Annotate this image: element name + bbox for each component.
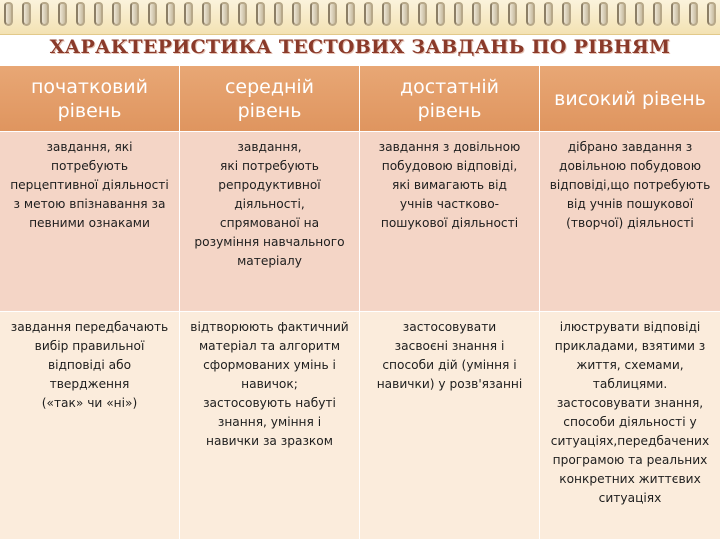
notebook-binding [0,0,720,35]
spiral-ring [22,2,31,26]
spiral-ring [112,2,121,26]
spiral-ring [544,2,553,26]
cell-text: відтворюють фактичний матеріал та алгоритм сформованих умінь і навичок; застосовують набуті знання, уміння і навички за зразком [190,320,349,448]
table-cell [0,132,180,312]
header-high-level: високий рівень [540,66,720,132]
cell-text: завдання з довільною побудовою відповіді, які вимагають від учнів частково- пошукової діяльності [378,140,521,230]
header-sufficient-level: достатній рівень [360,66,540,132]
spiral-ring [526,2,535,26]
spiral-ring [508,2,517,26]
spiral-ring [292,2,301,26]
spiral-ring [130,2,139,26]
spiral-ring [202,2,211,26]
spiral-ring [256,2,265,26]
spiral-ring [581,2,590,26]
cell-text: завдання, які потребують репродуктивної діяльності, спрямованої на розуміння навчального матеріалу [194,140,345,268]
spiral-ring [382,2,391,26]
spiral-ring [346,2,355,26]
table-cell [0,312,180,540]
page-title: ХАРАКТЕРИСТИКА ТЕСТОВИХ ЗАВДАНЬ ПО РІВНЯМ [49,36,671,58]
header-middle-level: середній рівень [180,66,360,132]
table-cell [180,132,360,312]
spiral-ring [562,2,571,26]
spiral-ring [274,2,283,26]
levels-table [0,66,720,540]
table-cell [540,132,720,312]
spiral-ring [472,2,481,26]
spiral-ring [671,2,680,26]
spiral-ring [166,2,175,26]
spiral-ring [436,2,445,26]
spiral-ring [635,2,644,26]
spiral-ring [328,2,337,26]
header-initial-level: початковий рівень [0,66,180,132]
spiral-ring [40,2,49,26]
spiral-ring [400,2,409,26]
spiral-ring [148,2,157,26]
spiral-ring [220,2,229,26]
table-cell [360,312,540,540]
cell-text: застосовувати засвоєні знання і способи дій (уміння і навички) у розв'язанні [376,320,523,391]
spiral-ring [454,2,463,26]
cell-text: завдання передбачають вибір правильної відповіді або твердження («так» чи «ні») [10,320,169,410]
spiral-ring [599,2,608,26]
spiral-ring [653,2,662,26]
spiral-ring [58,2,67,26]
spiral-ring [364,2,373,26]
spiral-ring [94,2,103,26]
spiral-ring [76,2,85,26]
table-cell [360,132,540,312]
table-cell [540,312,720,540]
spiral-ring [617,2,626,26]
table-cell [180,312,360,540]
spiral-ring [184,2,193,26]
spiral-ring [418,2,427,26]
spiral-ring [490,2,499,26]
cell-text: завдання, які потребують перцептивної діяльності з метою впізнавання за певними ознаками [10,140,169,230]
cell-text: дібрано завдання з довільною побудовою відповіді,що потребують від учнів пошукової (творчої) діяльності [549,140,711,230]
spiral-ring [238,2,247,26]
spiral-rings [4,0,716,34]
cell-text: ілюструвати відповіді прикладами, взятими з життя, схемами, таблицями. застосовувати знання, способи діяльності у ситуаціях,передбачених програмою та реальних конкретних життєвих ситуаціях [550,320,710,505]
spiral-ring [310,2,319,26]
spiral-ring [689,2,698,26]
spiral-ring [4,2,13,26]
spiral-ring [707,2,716,26]
